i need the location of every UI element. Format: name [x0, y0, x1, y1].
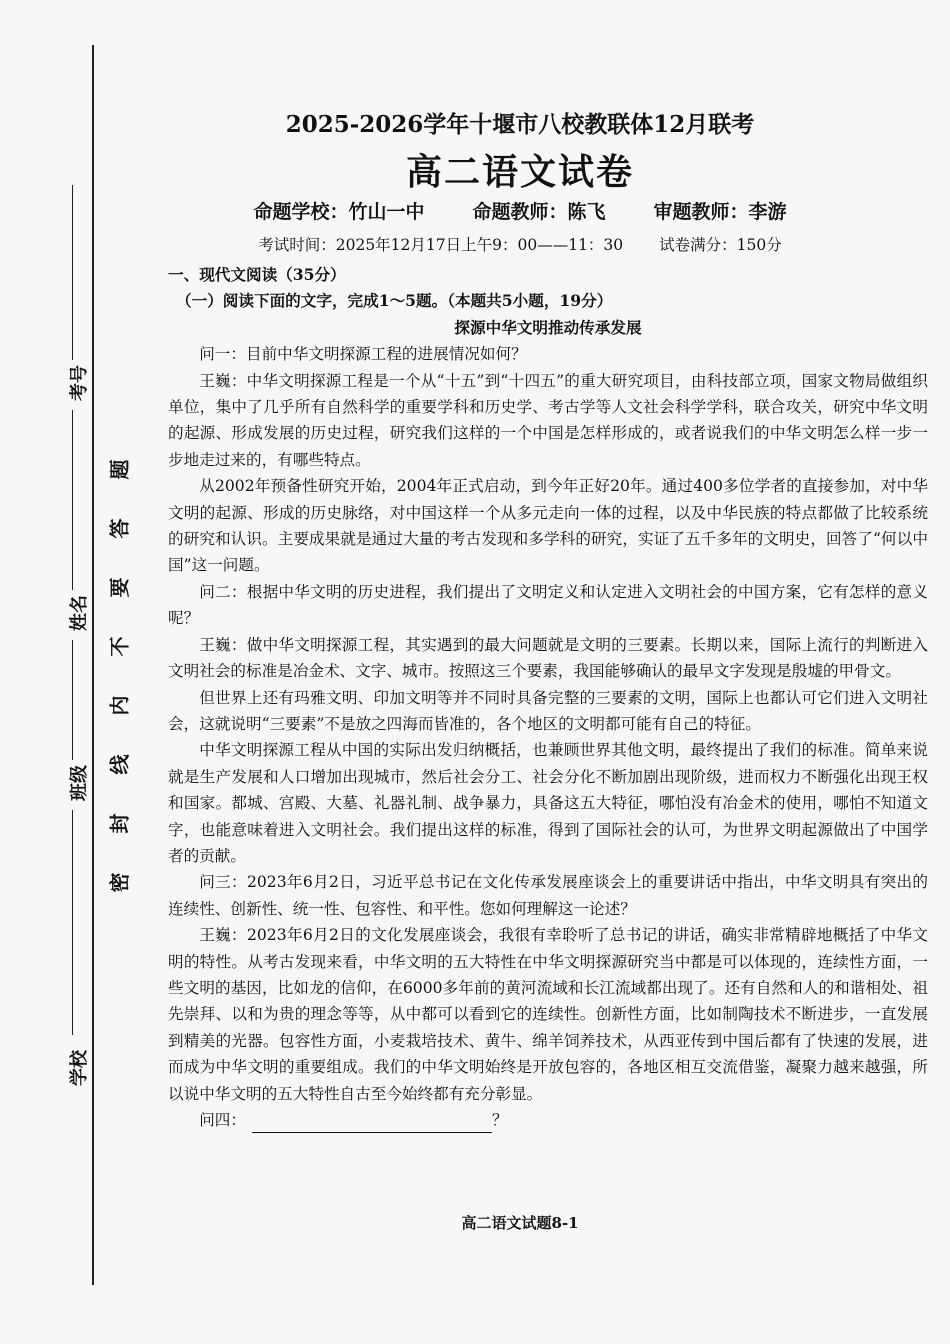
- binding-line: [92, 45, 94, 1285]
- warning-char: 要: [107, 577, 132, 598]
- paragraph: 中华文明探源工程从中国的实际出发归纳概括，也兼顾世界其他文明，最终提出了我们的标准。简单来说就是生产发展和人口增加出现城市，然后社会分工、社会分化不断加剧出现阶级，进而权力不断强化出现王权和国家。都城、宫殿、大墓、礼器礼制、战争暴力，具备这五大特征，哪怕没有冶金术的使用，哪怕不知道文字，也能意味着进入文明社会。我们提出这样的标准，得到了国际社会的认可，为世界文明起源做出了中国学者的贡献。: [168, 741, 928, 865]
- name-blank[interactable]: [72, 410, 74, 590]
- warning-char: 题: [107, 459, 132, 480]
- sealing-warning: [104, 455, 132, 897]
- reviewer-teacher: 审题教师：李游: [653, 201, 787, 223]
- paragraph: 问三：2023年6月2日，习近平总书记在文化传承发展座谈会上的重要讲话中指出，中华文明具有突出的连续性、创新性、统一性、包容性、和平性。您如何理解这一论述？: [168, 873, 928, 918]
- paragraph: 问一：目前中华文明探源工程的进展情况如何？: [199, 345, 527, 364]
- class-blank[interactable]: [72, 640, 74, 760]
- paragraph: 王巍：中华文明探源工程是一个从“十五”到“十四五”的重大研究项目，由科技部立项，国家文物局做组织单位，集中了几乎所有自然科学的重要学科和历史学、考古学等人文社会科学学科，联合攻关，研究中华文明的起源、形成发展的历史过程，研究我们这样的一个中国是怎样形成的，或者说我们的中华文明怎么样一步一步地走过来的，有哪些特点。: [168, 371, 928, 469]
- school-blank[interactable]: [72, 810, 74, 1035]
- warning-char: 封: [107, 813, 132, 834]
- question-four: [168, 1107, 928, 1133]
- name-label: 姓名: [69, 595, 90, 631]
- exam-content: [168, 262, 928, 1133]
- warning-char: 线: [107, 754, 132, 775]
- question-four-blank[interactable]: [252, 1114, 492, 1133]
- exam-subtitle: 2025-2026学年十堰市八校教联体12月联考: [285, 111, 755, 138]
- subsection-heading: （一）阅读下面的文字，完成1～5题。（本题共5小题，19分）: [176, 291, 613, 311]
- article-title: 探源中华文明推动传承发展: [454, 317, 642, 337]
- exam-info: [170, 233, 870, 255]
- class-label: 班级: [69, 765, 90, 801]
- exam-authors: [170, 197, 870, 224]
- paragraph: 王巍：做中华文明探源工程，其实遇到的最大问题就是文明的三要素。长期以来，国际上流行的判断进入文明社会的标准是冶金术、文字、城市。按照这三个要素，我国能够确认的最早文字发现是殷墟的甲骨文。: [168, 635, 928, 681]
- setter-teacher: 命题教师：陈飞: [472, 201, 606, 223]
- warning-char: 内: [107, 695, 132, 716]
- section-heading: 一、现代文阅读（35分）: [168, 265, 346, 284]
- question-four-mark: ？: [491, 1111, 508, 1129]
- paragraph: 问二：根据中华文明的历史进程，我们提出了文明定义和认定进入文明社会的中国方案，它有怎样的意义呢？: [168, 582, 928, 628]
- question-four-label: 问四：: [199, 1111, 246, 1129]
- page-footer: 高二语文试题8-1: [461, 1214, 579, 1232]
- exam-title: 高二语文试卷: [405, 151, 634, 193]
- paragraph: 从2002年预备性研究开始，2004年正式启动，到今年正好20年。通过400多位学者的直接参加，对中华文明的起源、形成的历史脉络，对中国这样一个从多元走向一体的过程，以及中华民族的特点都做了比较系统的研究和认识。主要成果就是通过大量的考古发现和多学科的研究，实证了五千多年的文明史，回答了“何以中国”这一问题。: [168, 477, 928, 575]
- exam-number-blank[interactable]: [72, 185, 74, 360]
- exam-time: 考试时间：2025年12月17日上午9：00——11：30: [258, 236, 624, 254]
- school-label: 学校: [69, 1050, 90, 1086]
- exam-number-label: 考号: [69, 365, 90, 401]
- setter-school: 命题学校：竹山一中: [253, 201, 425, 223]
- paragraph: 但世界上还有玛雅文明、印加文明等并不同时具备完整的三要素的文明，国际上也都认可它们进入文明社会，这就说明“三要素”不是放之四海而皆准的，各个地区的文明都可能有自己的特征。: [168, 688, 928, 733]
- warning-char: 不: [107, 636, 132, 657]
- warning-char: 密: [107, 872, 132, 893]
- warning-char: 答: [107, 518, 132, 539]
- exam-score: 试卷满分：150分: [659, 236, 782, 254]
- paragraph: 王巍：2023年6月2日的文化发展座谈会，我很有幸聆听了总书记的讲话，确实非常精辟地概括了中华文明的特性。从考古发现来看，中华文明的五大特性在中华文明探源研究当中都是可以体现的，连续性方面，一些文明的基因，比如龙的信仰，在6000多年前的黄河流域和长江流域都出现了。还有自然和人的和谐相处、祖先崇拜、以和为贵的理念等等，从中都可以看到它的连续性。创新性方面，比如制陶技术不断进步，一直发展到精美的光器。包容性方面，小麦栽培技术、黄牛、绵羊饲养技术，从西亚传到中国后都有了快速的发展，进而成为中华文明的重要组成。我们的中华文明始终是开放包容的，各地区相互交流借鉴，凝聚力越来越强，所以说中华文明的五大特性自古至今始终都有充分彰显。: [168, 926, 928, 1103]
